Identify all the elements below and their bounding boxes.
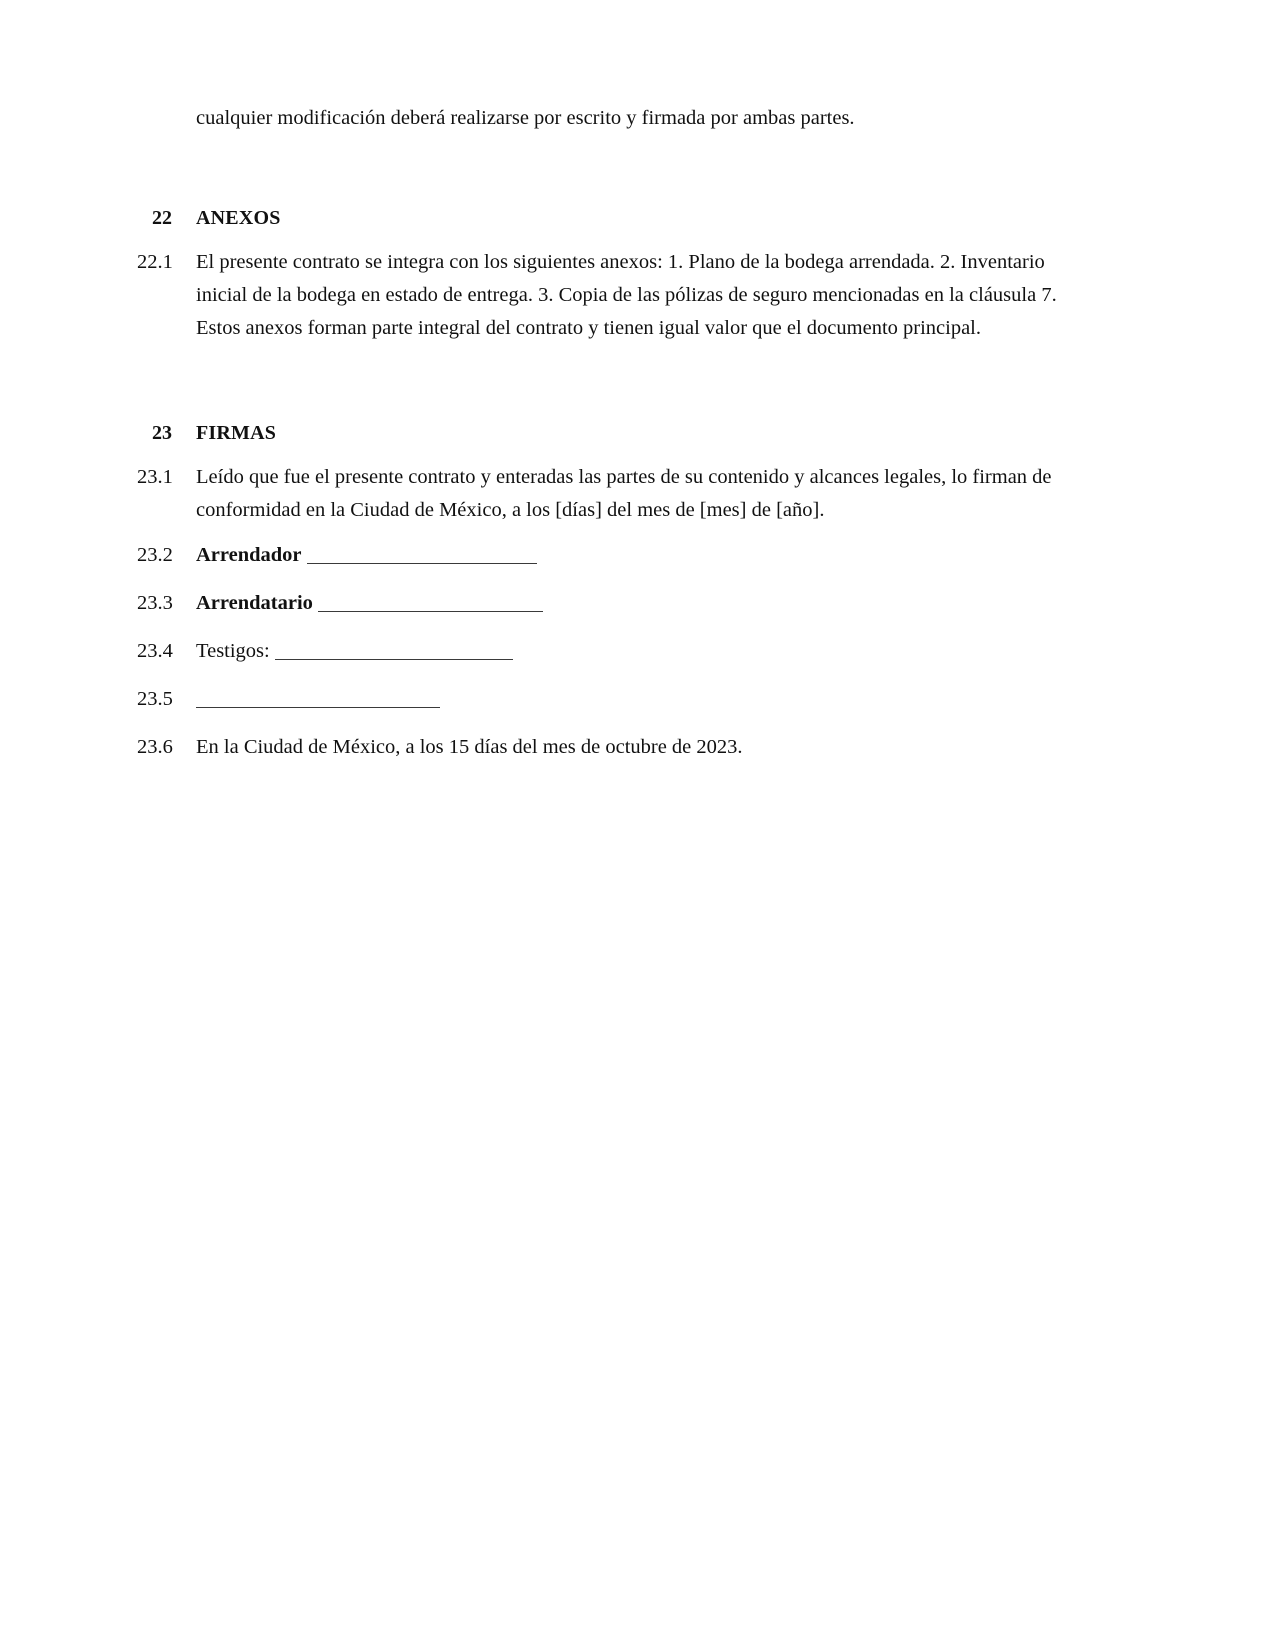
spacer [137, 668, 1075, 683]
clause-text: En la Ciudad de México, a los 15 días del mes de octubre de 2023. [196, 736, 743, 758]
clause-number: 22.1 [137, 251, 173, 273]
clause-23-5-witness-blank [137, 683, 1075, 716]
signature-label: Arrendador [196, 544, 302, 566]
section-heading-anexos [137, 203, 1075, 233]
clause-23-2-arrendador [137, 539, 1075, 572]
section-number: 22 [152, 207, 172, 229]
clause-number: 23.4 [137, 640, 173, 662]
signature-row [196, 635, 1075, 668]
spacer [137, 527, 1075, 539]
clause-22-1 [137, 246, 1075, 345]
clause-23-4-testigos [137, 635, 1075, 668]
clause-23-3-arrendatario [137, 587, 1075, 620]
clause-number: 23.3 [137, 592, 173, 614]
signature-line[interactable] [307, 563, 537, 564]
clause-23-6 [137, 731, 1075, 764]
signature-row [196, 587, 1075, 620]
section-heading-firmas [137, 418, 1075, 448]
signature-row [196, 539, 1075, 572]
signature-row [196, 683, 1075, 716]
signature-label: Testigos: [196, 640, 270, 662]
section-number: 23 [152, 422, 172, 444]
clause-number: 23.1 [137, 466, 173, 488]
spacer [137, 135, 1075, 203]
signature-line[interactable] [318, 611, 543, 612]
clause-number: 23.6 [137, 736, 173, 758]
spacer [137, 620, 1075, 635]
spacer [137, 716, 1075, 731]
clause-number: 23.2 [137, 544, 173, 566]
signature-label: Arrendatario [196, 592, 313, 614]
document-content [137, 102, 1075, 764]
spacer [137, 345, 1075, 418]
clause-text: Leído que fue el presente contrato y enteradas las partes de su contenido y alcances legales, lo firman de conformidad en la Ciudad de México, a los [días] del mes de [mes] de [año]. [196, 466, 1052, 521]
spacer [137, 448, 1075, 461]
section-title: FIRMAS [196, 422, 277, 444]
clause-text: El presente contrato se integra con los siguientes anexos: 1. Plano de la bodega arrendada. 2. Inventario inicial de la bodega en estado de entrega. 3. Copia de las pólizas de seguro mencionadas en la cláusula 7. Estos anexos forman parte integral del contrato y tienen igual valor que el documento principal. [196, 251, 1057, 339]
spacer [137, 572, 1075, 587]
clause-23-1 [137, 461, 1075, 527]
signature-line[interactable] [275, 659, 513, 660]
spacer [137, 233, 1075, 246]
continuation-paragraph: cualquier modificación deberá realizarse por escrito y firmada por ambas partes. [196, 107, 855, 129]
signature-line[interactable] [196, 707, 440, 708]
section-title: ANEXOS [196, 207, 281, 229]
clause-number: 23.5 [137, 688, 173, 710]
